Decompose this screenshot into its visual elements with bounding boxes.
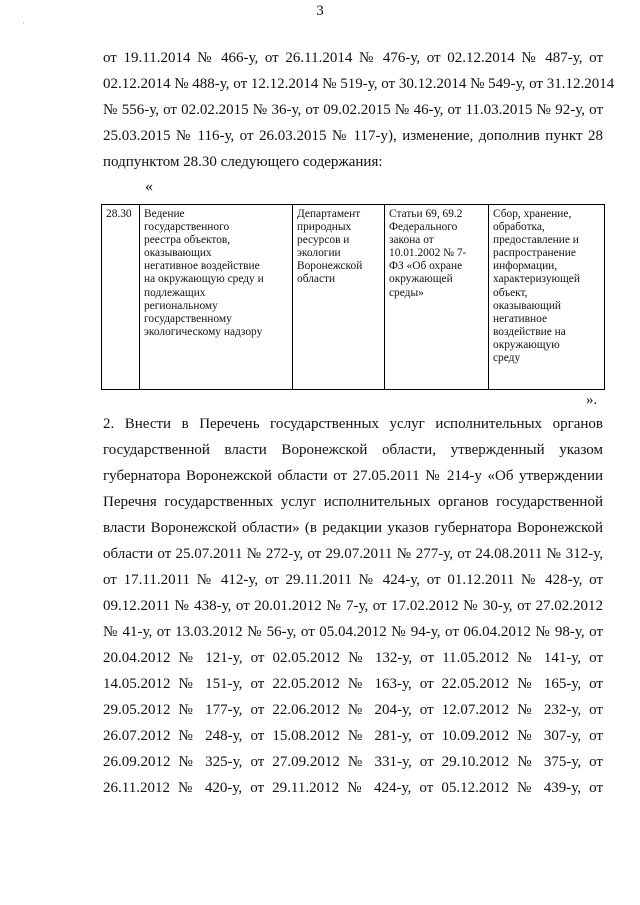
table-cell-service [140,205,293,390]
table-cell-content [489,205,605,390]
paragraph-2-line: № 41-у, от 13.03.2012 № 56-у, от 05.04.2012 № 94-у, от 06.04.2012 № 98-у, от [103,624,603,640]
paragraph-2-line: области от 25.07.2011 № 272-у, от 29.07.2011 № 277-у, от 24.08.2011 № 312-у, [103,546,603,562]
paragraph-2-line: 09.12.2011 № 438-у, от 20.01.2012 № 7-у, от 17.02.2012 № 30-у, от 27.02.2012 [103,598,603,614]
table-cell-number [102,205,140,390]
paragraph-2-line: государственной власти Воронежской области, утвержденный указом [103,442,603,458]
paragraph-1-line: 02.12.2014 № 488-у, от 12.12.2014 № 519-у, от 30.12.2014 № 549-у, от 31.12.2014 [103,76,615,92]
table-cell-legal-basis [385,205,489,390]
paragraph-2-line: губернатора Воронежской области от 27.05.2011 № 214-у «Об утверждении [103,468,603,484]
paragraph-1 [103,45,615,175]
table-cell-authority [293,205,385,390]
paragraph-1-line: подпунктом 28.30 следующего содержания: [103,154,383,170]
paragraph-2-line: Перечня государственных услуг исполнительных органов государственной [103,494,603,510]
responsible-authority: Департамент природных ресурсов и экологии Воронежской области [297,208,363,286]
page-number: 3 [316,3,324,19]
paragraph-2-line: 26.09.2012 № 325-у, от 27.09.2012 № 331-у, от 29.10.2012 № 375-у, от [103,754,603,770]
paragraph-1-line: 25.03.2015 № 116-у, от 26.03.2015 № 117-у), изменение, дополнив пункт 28 [103,128,603,144]
paragraph-2-line: 26.07.2012 № 248-у, от 15.08.2012 № 281-у, от 10.09.2012 № 307-у, от [103,728,603,744]
opening-quote: « [145,178,153,195]
closing-quote: ». [586,392,598,408]
subitem-table [101,204,605,390]
paragraph-2-line: 29.05.2012 № 177-у, от 22.06.2012 № 204-у, от 12.07.2012 № 232-у, от [103,702,603,718]
paragraph-1-line: от 19.11.2014 № 466-у, от 26.11.2014 № 476-у, от 02.12.2014 № 487-у, от [103,50,603,66]
paragraph-2-line: власти Воронежской области» (в редакции указов губернатора Воронежской [103,520,603,536]
service-content: Сбор, хранение, обработка, предоставление и распространение информации, характеризующей объект, оказывающий негативное воздействие на окружающую среду [493,208,580,365]
paragraph-1-line: № 556-у, от 02.02.2015 № 36-у, от 09.02.2015 № 46-у, от 11.03.2015 № 92-у, от [103,102,603,118]
paragraph-2-line: 26.11.2012 № 420-у, от 29.11.2012 № 424-у, от 05.12.2012 № 439-у, от [103,780,603,796]
paragraph-2-line: от 17.11.2011 № 412-у, от 29.11.2011 № 424-у, от 01.12.2011 № 428-у, от [103,572,603,588]
legal-basis: Статьи 69, 69.2 Федерального закона от 10.01.2002 № 7- ФЗ «Об охране окружающей среды» [389,208,467,299]
paragraph-2-line: 20.04.2012 № 121-у, от 02.05.2012 № 132-у, от 11.05.2012 № 141-у, от [103,650,603,666]
service-name: Ведение государственного реестра объектов, оказывающих негативное воздействие на окружающую среду и подлежащих региональному государственному экологическому надзору [144,208,264,338]
paragraph-2-line: 2. Внести в Перечень государственных услуг исполнительных органов [103,416,603,432]
margin-mark: · [22,18,25,28]
table-row [102,205,605,390]
paragraph-2 [103,411,603,801]
item-number: 28.30 [106,208,132,220]
paragraph-2-line: 14.05.2012 № 151-у, от 22.05.2012 № 163-у, от 22.05.2012 № 165-у, от [103,676,603,692]
